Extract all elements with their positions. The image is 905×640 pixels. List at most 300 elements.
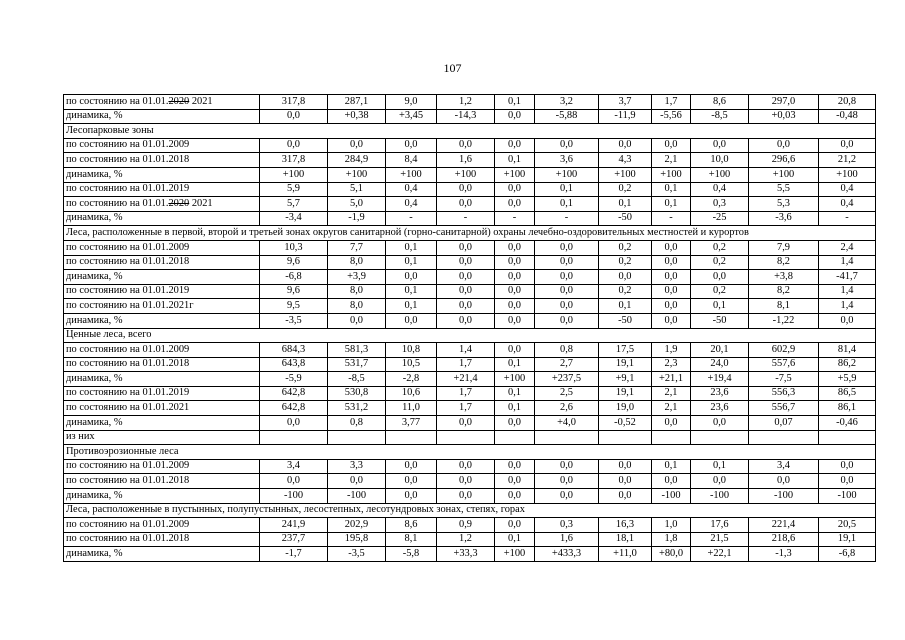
table-cell: 0,0 — [386, 313, 437, 328]
table-cell: 9,6 — [260, 255, 328, 270]
table-cell: 0,2 — [691, 284, 749, 299]
table-cell: 81,4 — [819, 343, 876, 358]
table-cell: 20,1 — [691, 343, 749, 358]
table-cell: 17,6 — [691, 518, 749, 533]
table-cell: -8,5 — [328, 372, 386, 387]
table-cell: +33,3 — [437, 547, 495, 562]
table-cell: 0,0 — [495, 343, 535, 358]
table-cell: 0,0 — [749, 474, 819, 489]
table-row — [64, 357, 876, 372]
table-cell: -5,56 — [652, 109, 691, 124]
table-cell: 0,2 — [599, 240, 652, 255]
table-cell: 0,0 — [652, 474, 691, 489]
table-cell: 8,2 — [749, 255, 819, 270]
table-cell: 23,6 — [691, 386, 749, 401]
row-label-text: по состоянию на 01.01.2018 — [66, 153, 190, 165]
table-cell: -50 — [599, 211, 652, 226]
table-row — [64, 153, 876, 168]
table-row — [64, 167, 876, 182]
table-cell: 602,9 — [749, 343, 819, 358]
table-cell: 0,0 — [328, 474, 386, 489]
table-row — [64, 211, 876, 226]
table-cell: 0,0 — [437, 240, 495, 255]
table-cell: 0,2 — [691, 240, 749, 255]
table-cell: 0,1 — [691, 299, 749, 314]
table-cell: +22,1 — [691, 547, 749, 562]
table-cell — [749, 430, 819, 445]
table-cell: 0,0 — [599, 270, 652, 285]
table-cell: 0,0 — [495, 459, 535, 474]
table-row — [64, 489, 876, 504]
table-cell: 642,8 — [260, 401, 328, 416]
row-label — [64, 401, 260, 416]
row-label-text: по состоянию на 01.01.2018 — [66, 475, 190, 487]
table-cell: 19,1 — [599, 386, 652, 401]
table-cell: 0,0 — [599, 474, 652, 489]
table-cell: -50 — [599, 313, 652, 328]
row-label — [64, 313, 260, 328]
table-cell: 0,0 — [535, 474, 599, 489]
table-cell: 0,0 — [260, 138, 328, 153]
table-cell: +100 — [260, 167, 328, 182]
table-cell: 1,4 — [819, 255, 876, 270]
row-label — [64, 240, 260, 255]
table-cell: 0,3 — [691, 197, 749, 212]
table-cell: 0,2 — [599, 284, 652, 299]
table-cell — [652, 430, 691, 445]
row-label — [64, 255, 260, 270]
table-row — [64, 386, 876, 401]
table-cell: 221,4 — [749, 518, 819, 533]
table-cell: 0,1 — [386, 240, 437, 255]
table-cell: 556,3 — [749, 386, 819, 401]
table-cell: 0,0 — [535, 138, 599, 153]
table-cell: 5,0 — [328, 197, 386, 212]
table-cell: 0,0 — [437, 255, 495, 270]
row-label — [64, 211, 260, 226]
table-cell: 8,0 — [328, 284, 386, 299]
table-cell: - — [437, 211, 495, 226]
table-cell: -3,5 — [328, 547, 386, 562]
table-cell: 0,4 — [386, 182, 437, 197]
row-label-text: по состоянию на 01.01.2009 — [66, 460, 190, 472]
table-cell: -5,88 — [535, 109, 599, 124]
table-cell — [437, 430, 495, 445]
table-cell: 0,0 — [495, 284, 535, 299]
table-cell: 3,7 — [599, 95, 652, 110]
table-cell: 0,4 — [819, 197, 876, 212]
table-cell: 530,8 — [328, 386, 386, 401]
forest-data-table — [63, 94, 876, 562]
table-cell: 17,5 — [599, 343, 652, 358]
table-row — [64, 401, 876, 416]
table-cell: 3,4 — [260, 459, 328, 474]
table-cell: 1,4 — [819, 299, 876, 314]
table-cell: 317,8 — [260, 153, 328, 168]
table-row — [64, 299, 876, 314]
table-cell: 5,9 — [260, 182, 328, 197]
table-cell: 0,0 — [437, 270, 495, 285]
table-cell: 0,0 — [495, 299, 535, 314]
table-cell: 0,1 — [652, 197, 691, 212]
row-label — [64, 138, 260, 153]
table-cell: 8,0 — [328, 299, 386, 314]
table-cell: 0,0 — [495, 313, 535, 328]
row-label-text: динамика, % — [66, 270, 123, 282]
table-cell: 21,5 — [691, 532, 749, 547]
row-label-text: по состоянию на 01.01.2021г — [66, 299, 194, 311]
row-label-text: по состоянию на 01.01.2018 — [66, 533, 190, 545]
table-cell: 0,4 — [386, 197, 437, 212]
table-cell: 9,0 — [386, 95, 437, 110]
table-cell: 0,4 — [691, 182, 749, 197]
table-cell: -100 — [652, 489, 691, 504]
table-cell: 0,1 — [535, 182, 599, 197]
table-cell: 0,0 — [535, 284, 599, 299]
table-cell: 0,8 — [328, 416, 386, 431]
section-header-row — [64, 226, 876, 241]
row-label-text: по состоянию на 01.01. — [66, 197, 169, 209]
table-cell: +100 — [691, 167, 749, 182]
table-cell: 10,0 — [691, 153, 749, 168]
table-cell: 556,7 — [749, 401, 819, 416]
table-cell: 1,6 — [437, 153, 495, 168]
table-cell: 0,0 — [819, 313, 876, 328]
row-label — [64, 489, 260, 504]
row-label — [64, 459, 260, 474]
table-row — [64, 255, 876, 270]
table-cell: -11,9 — [599, 109, 652, 124]
table-cell: 3,6 — [535, 153, 599, 168]
table-cell: 0,0 — [437, 459, 495, 474]
table-cell — [599, 430, 652, 445]
row-label — [64, 343, 260, 358]
table-cell: 0,1 — [386, 255, 437, 270]
table-cell: +9,1 — [599, 372, 652, 387]
table-cell: 1,7 — [437, 386, 495, 401]
table-cell: 0,0 — [819, 459, 876, 474]
table-row — [64, 416, 876, 431]
table-cell: 2,6 — [535, 401, 599, 416]
row-label-text: по состоянию на 01.01.2009 — [66, 518, 190, 530]
table-cell: 7,7 — [328, 240, 386, 255]
table-cell: 287,1 — [328, 95, 386, 110]
table-row — [64, 474, 876, 489]
row-label — [64, 547, 260, 562]
section-title: Ценные леса, всего — [64, 328, 876, 343]
table-cell: 10,6 — [386, 386, 437, 401]
table-cell: 1,6 — [535, 532, 599, 547]
table-cell: 5,7 — [260, 197, 328, 212]
table-cell: 0,0 — [495, 109, 535, 124]
table-cell: 284,9 — [328, 153, 386, 168]
table-cell: 0,0 — [535, 489, 599, 504]
table-cell: 0,0 — [691, 270, 749, 285]
table-cell: 0,0 — [437, 197, 495, 212]
table-cell: 2,1 — [652, 153, 691, 168]
table-cell: -6,8 — [819, 547, 876, 562]
row-label — [64, 416, 260, 431]
table-row — [64, 372, 876, 387]
table-cell: -100 — [691, 489, 749, 504]
table-cell: 0,1 — [599, 197, 652, 212]
row-label-text: по состоянию на 01.01. — [66, 95, 169, 107]
table-cell: -5,9 — [260, 372, 328, 387]
table-row — [64, 95, 876, 110]
table-cell: 19,1 — [599, 357, 652, 372]
table-cell: 1,4 — [437, 343, 495, 358]
table-cell: 3,3 — [328, 459, 386, 474]
table-cell: 0,0 — [386, 489, 437, 504]
table-cell: 0,0 — [652, 270, 691, 285]
table-cell: - — [535, 211, 599, 226]
table-cell — [328, 430, 386, 445]
table-cell: 0,0 — [495, 416, 535, 431]
table-cell: 2,7 — [535, 357, 599, 372]
table-cell: 4,3 — [599, 153, 652, 168]
table-cell — [535, 430, 599, 445]
table-cell: 0,0 — [495, 138, 535, 153]
table-cell: 0,1 — [495, 401, 535, 416]
table-cell — [819, 430, 876, 445]
table-cell: 1,2 — [437, 532, 495, 547]
table-cell: -41,7 — [819, 270, 876, 285]
table-cell: 0,1 — [386, 299, 437, 314]
row-label — [64, 430, 260, 445]
table-cell: 195,8 — [328, 532, 386, 547]
row-label-text: по состоянию на 01.01.2019 — [66, 285, 190, 297]
table-cell: 0,0 — [495, 197, 535, 212]
table-cell: -100 — [328, 489, 386, 504]
table-cell: 0,0 — [749, 138, 819, 153]
table-cell: 202,9 — [328, 518, 386, 533]
table-cell: 0,1 — [495, 153, 535, 168]
table-cell: - — [495, 211, 535, 226]
table-cell: 19,0 — [599, 401, 652, 416]
table-row — [64, 109, 876, 124]
table-cell: 0,0 — [495, 518, 535, 533]
row-label — [64, 299, 260, 314]
table-cell: +3,8 — [749, 270, 819, 285]
row-label — [64, 518, 260, 533]
table-cell: 0,0 — [437, 474, 495, 489]
table-cell: 9,5 — [260, 299, 328, 314]
table-cell: 10,8 — [386, 343, 437, 358]
table-cell: -3,4 — [260, 211, 328, 226]
table-cell: +100 — [749, 167, 819, 182]
row-label — [64, 357, 260, 372]
table-cell: - — [819, 211, 876, 226]
row-label — [64, 153, 260, 168]
table-cell: +100 — [495, 372, 535, 387]
table-cell: +5,9 — [819, 372, 876, 387]
table-cell: 0,0 — [691, 416, 749, 431]
table-cell: 0,0 — [495, 182, 535, 197]
table-cell: +100 — [495, 547, 535, 562]
section-title: Леса, расположенные в первой, второй и третьей зонах округов санитарной (горно-санитарной) охраны лечебно-оздоровительных местностей и курортов — [64, 226, 876, 241]
table-cell — [495, 430, 535, 445]
table-cell: 5,5 — [749, 182, 819, 197]
table-cell: 1,7 — [652, 95, 691, 110]
table-cell: 0,0 — [328, 313, 386, 328]
row-label-text: динамика, % — [66, 314, 123, 326]
table-cell: 0,0 — [599, 459, 652, 474]
table-cell: 1,7 — [437, 401, 495, 416]
table-cell: 0,0 — [495, 240, 535, 255]
table-cell: -3,5 — [260, 313, 328, 328]
table-cell: 5,3 — [749, 197, 819, 212]
table-cell: +100 — [652, 167, 691, 182]
corrected-year: 2021 — [189, 95, 213, 107]
table-cell: 297,0 — [749, 95, 819, 110]
table-cell: 0,1 — [652, 182, 691, 197]
table-cell: -1,7 — [260, 547, 328, 562]
table-cell: +3,45 — [386, 109, 437, 124]
table-cell: 0,2 — [599, 255, 652, 270]
table-cell: 0,0 — [437, 138, 495, 153]
table-cell: 218,6 — [749, 532, 819, 547]
table-cell: 8,1 — [386, 532, 437, 547]
table-cell: +4,0 — [535, 416, 599, 431]
table-cell: 643,8 — [260, 357, 328, 372]
table-row — [64, 518, 876, 533]
table-cell: 0,0 — [260, 109, 328, 124]
row-label-text: динамика, % — [66, 168, 123, 180]
table-cell: 0,07 — [749, 416, 819, 431]
table-cell: 0,0 — [691, 474, 749, 489]
table-cell: 2,4 — [819, 240, 876, 255]
table-cell: -100 — [749, 489, 819, 504]
table-cell: 0,0 — [386, 270, 437, 285]
table-cell: 0,0 — [495, 489, 535, 504]
table-cell: 2,1 — [652, 401, 691, 416]
table-cell: 1,4 — [819, 284, 876, 299]
table-cell: 0,1 — [495, 357, 535, 372]
row-label-text: динамика, % — [66, 548, 123, 559]
table-cell: 0,1 — [691, 459, 749, 474]
table-row — [64, 240, 876, 255]
table-cell: 241,9 — [260, 518, 328, 533]
row-label — [64, 532, 260, 547]
table-cell: -1,9 — [328, 211, 386, 226]
table-cell: 0,1 — [495, 386, 535, 401]
table-cell — [691, 430, 749, 445]
table-cell: +21,1 — [652, 372, 691, 387]
table-cell: 0,1 — [599, 299, 652, 314]
row-label — [64, 284, 260, 299]
table-row — [64, 284, 876, 299]
row-label — [64, 197, 260, 212]
table-cell: -100 — [819, 489, 876, 504]
table-cell: 0,0 — [652, 299, 691, 314]
section-title: Леса, расположенные в пустынных, полупустынных, лесостепных, лесотундровых зонах, степях, горах — [64, 503, 876, 518]
row-label-text: динамика, % — [66, 212, 123, 224]
table-cell — [386, 430, 437, 445]
table-row — [64, 270, 876, 285]
table-cell: -7,5 — [749, 372, 819, 387]
table-cell: 20,8 — [819, 95, 876, 110]
table-row — [64, 532, 876, 547]
section-title: Лесопарковые зоны — [64, 124, 876, 139]
row-label — [64, 386, 260, 401]
table-cell: 684,3 — [260, 343, 328, 358]
table-cell: 10,3 — [260, 240, 328, 255]
table-cell: 0,0 — [652, 313, 691, 328]
table-cell: 0,1 — [652, 459, 691, 474]
table-cell: 0,0 — [260, 416, 328, 431]
table-cell: 3,2 — [535, 95, 599, 110]
table-cell: -0,46 — [819, 416, 876, 431]
row-label — [64, 372, 260, 387]
table-cell: 0,0 — [535, 459, 599, 474]
row-label-text: по состоянию на 01.01.2019 — [66, 387, 190, 399]
row-label-text: динамика, % — [66, 110, 123, 122]
table-cell: 3,4 — [749, 459, 819, 474]
table-cell: +19,4 — [691, 372, 749, 387]
table-cell: 0,0 — [328, 138, 386, 153]
table-cell: 0,1 — [495, 95, 535, 110]
table-cell: 0,0 — [535, 255, 599, 270]
table-cell: 0,0 — [437, 489, 495, 504]
table-cell: 0,0 — [495, 474, 535, 489]
table-cell: +100 — [495, 167, 535, 182]
row-label-text: по состоянию на 01.01.2009 — [66, 343, 190, 355]
table-cell: 5,1 — [328, 182, 386, 197]
section-header-row — [64, 503, 876, 518]
table-cell: -6,8 — [260, 270, 328, 285]
row-label-text: из них — [66, 431, 95, 443]
table-cell: -25 — [691, 211, 749, 226]
table-cell: 3,77 — [386, 416, 437, 431]
row-label-text: по состоянию на 01.01.2009 — [66, 139, 190, 151]
table-cell: 8,0 — [328, 255, 386, 270]
table-cell: +100 — [535, 167, 599, 182]
row-label-text: по состоянию на 01.01.2018 — [66, 358, 190, 370]
table-cell: 296,6 — [749, 153, 819, 168]
row-label-text: динамика, % — [66, 416, 123, 428]
table-cell: 23,6 — [691, 401, 749, 416]
table-cell: +100 — [328, 167, 386, 182]
row-label — [64, 109, 260, 124]
table-cell: 8,1 — [749, 299, 819, 314]
table-cell: +0,38 — [328, 109, 386, 124]
table-cell: 0,0 — [652, 138, 691, 153]
table-cell: 0,0 — [535, 240, 599, 255]
table-cell: 2,3 — [652, 357, 691, 372]
table-cell: -0,48 — [819, 109, 876, 124]
table-cell: 19,1 — [819, 532, 876, 547]
table-cell: 0,0 — [386, 474, 437, 489]
table-cell: +0,03 — [749, 109, 819, 124]
table-cell: 0,0 — [652, 255, 691, 270]
table-row — [64, 197, 876, 212]
table-row — [64, 547, 876, 562]
section-header-row — [64, 328, 876, 343]
table-cell: - — [386, 211, 437, 226]
table-cell: 0,0 — [495, 255, 535, 270]
table-cell: 0,2 — [599, 182, 652, 197]
table-cell: 0,0 — [535, 270, 599, 285]
table-cell: 8,6 — [386, 518, 437, 533]
table-cell: 8,2 — [749, 284, 819, 299]
table-cell: 1,9 — [652, 343, 691, 358]
table-cell: -0,52 — [599, 416, 652, 431]
table-cell: 0,9 — [437, 518, 495, 533]
table-cell: 7,9 — [749, 240, 819, 255]
table-cell: +100 — [386, 167, 437, 182]
table-cell: 0,0 — [599, 138, 652, 153]
table-cell: 0,0 — [495, 270, 535, 285]
